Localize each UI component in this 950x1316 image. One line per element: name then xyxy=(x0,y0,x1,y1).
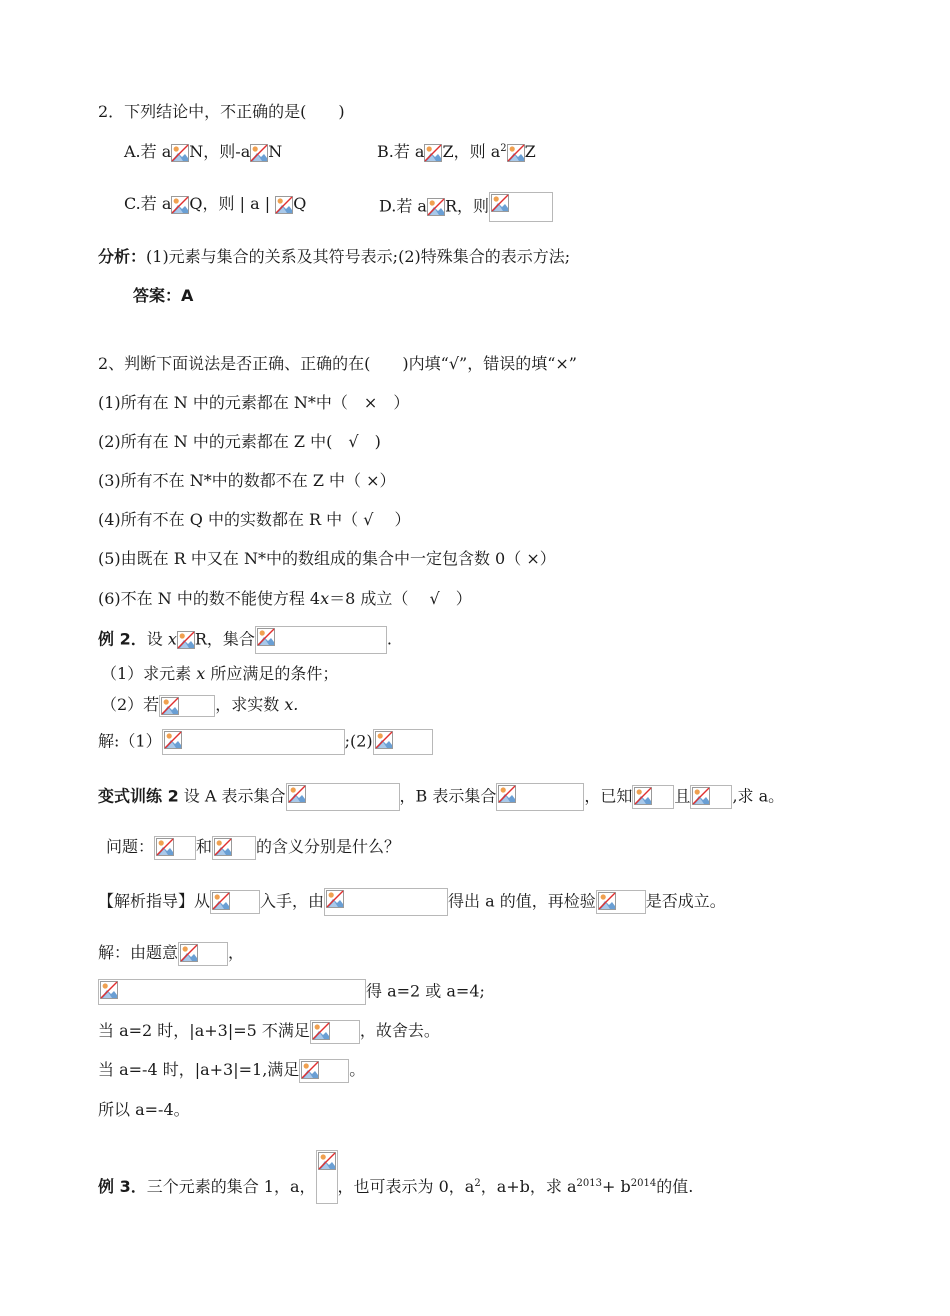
solution-line-5: 所以 a=-4。 xyxy=(98,1100,190,1119)
ex2-q2-text: （2）若 xyxy=(101,695,160,714)
broken-image-icon xyxy=(212,892,230,910)
ex3-sup1: 2 xyxy=(474,1178,481,1189)
judge-title: 2、判断下面说法是否正确、正确的在( )内填“√”，错误的填“×” xyxy=(98,354,577,373)
ex2-text1: 设 xyxy=(146,629,168,649)
ex3-sup2: 2013 xyxy=(576,1178,602,1189)
formula-image xyxy=(489,192,553,222)
formula-image xyxy=(98,979,366,1005)
analysis xyxy=(98,245,570,269)
q2-d-text: D.若 a xyxy=(379,196,427,216)
solution-line-2 xyxy=(98,979,485,1003)
solution-text3: 当 a=2 时，|a+3|=5 不满足 xyxy=(98,1021,310,1040)
ex3-text5: 的值. xyxy=(656,1177,694,1196)
question-line xyxy=(106,835,400,859)
broken-image-icon xyxy=(180,944,198,962)
broken-image-icon xyxy=(275,196,293,214)
judge-item-2: (2)所有在 N 中的元素都在 Z 中( √ ) xyxy=(98,432,381,451)
judge-item-6-post: ＝8 成立（ √ ） xyxy=(329,589,472,608)
formula-image xyxy=(310,1020,360,1044)
broken-image-icon xyxy=(326,890,344,908)
broken-image-icon xyxy=(156,838,174,856)
guide-text3: 得出 a 的值，再检验 xyxy=(448,891,596,911)
formula-image xyxy=(286,783,400,811)
formula-image xyxy=(632,785,674,809)
broken-image-icon xyxy=(288,785,306,803)
guide-text4: 是否成立。 xyxy=(645,891,726,911)
ex2-q1-text: （1）求元素 xyxy=(101,664,197,683)
ex2-q2-var: x. xyxy=(284,695,299,714)
answer: 答案：A xyxy=(133,286,194,305)
ex2-text2: R，集合 xyxy=(194,629,255,649)
guide-line xyxy=(98,888,726,912)
ex3-label: 例 3． xyxy=(98,1177,147,1196)
broken-image-icon xyxy=(100,981,118,999)
variant-text5: ,求 a。 xyxy=(732,786,785,806)
ex2-q1 xyxy=(101,662,338,686)
ex2-q1-post: 所应满足的条件； xyxy=(205,664,339,683)
ex3-text1: 三个元素的集合 1，a， xyxy=(146,1177,316,1196)
ex2-sol-mid: ;(2) xyxy=(344,731,373,751)
q2-a-text3: N xyxy=(268,142,283,161)
formula-image xyxy=(496,783,584,811)
q2-a-text2: N，则-a xyxy=(189,142,251,161)
solution-text4-post: 。 xyxy=(349,1060,366,1079)
variant-text3: ，已知 xyxy=(584,786,633,806)
ex3-text2: ，也可表示为 0，a xyxy=(337,1177,475,1196)
broken-image-icon xyxy=(214,838,232,856)
formula-image xyxy=(212,836,256,860)
question-text1: 问题： xyxy=(106,837,155,856)
q2-option-c xyxy=(124,192,306,216)
q2-b-text: B.若 a xyxy=(377,142,425,161)
solution-line-3 xyxy=(98,1019,440,1043)
judge-item-6-text: (6)不在 N 中的数不能使方程 4 xyxy=(98,589,321,608)
variant-label: 变式训练 2 xyxy=(98,786,179,806)
q2-option-a xyxy=(124,140,282,164)
q2-b-text3: Z xyxy=(524,142,536,161)
judge-item-6-var: x xyxy=(320,589,330,608)
q2-b-text2: Z，则 a xyxy=(442,142,501,161)
formula-image xyxy=(154,836,196,860)
q2-d-text2: R，则 xyxy=(444,196,490,216)
guide-text2: 入手，由 xyxy=(260,891,325,911)
q2-c-text2: Q，则 | a | xyxy=(189,194,276,213)
formula-image xyxy=(255,626,387,654)
ex2-text3: . xyxy=(386,629,392,649)
broken-image-icon xyxy=(427,198,445,216)
q2-c-text3: Q xyxy=(293,194,307,213)
formula-image xyxy=(178,942,228,966)
judge-item-1: (1)所有在 N 中的元素都在 N*中（ × ） xyxy=(98,393,410,412)
solution-line-4 xyxy=(98,1058,365,1082)
broken-image-icon xyxy=(301,1061,319,1079)
broken-image-icon xyxy=(318,1152,336,1170)
broken-image-icon xyxy=(250,144,268,162)
formula-image xyxy=(690,785,732,809)
variant-text1: 设 A 表示集合 xyxy=(178,786,286,806)
analysis-text: (1)元素与集合的关系及其符号表示;(2)特殊集合的表示方法; xyxy=(146,247,571,266)
solution-text4: 当 a=-4 时，|a+3|=1,满足 xyxy=(98,1060,300,1079)
solution-text2: 得 a=2 或 a=4; xyxy=(366,981,485,1001)
formula-image xyxy=(159,695,215,717)
variant-statement xyxy=(98,783,784,807)
ex3-text3: ，a+b，求 a xyxy=(480,1177,577,1196)
formula-image xyxy=(210,890,260,914)
q2-title: 2．下列结论中，不正确的是( ) xyxy=(98,102,345,121)
broken-image-icon xyxy=(161,697,179,715)
q2-option-b xyxy=(377,140,536,164)
solution-text1-end: ， xyxy=(228,943,245,962)
formula-image xyxy=(596,890,646,914)
broken-image-icon xyxy=(507,144,525,162)
question-text2: 和 xyxy=(196,837,213,856)
q2-option-d xyxy=(379,192,553,216)
broken-image-icon xyxy=(177,631,195,649)
ex2-q2-post: ，求实数 xyxy=(215,695,285,714)
analysis-label: 分析： xyxy=(98,247,147,266)
q2-b-sup: 2 xyxy=(500,143,507,154)
guide-text1: 【解析指导】从 xyxy=(98,891,211,911)
broken-image-icon xyxy=(375,731,393,749)
formula-image xyxy=(373,729,433,755)
broken-image-icon xyxy=(312,1022,330,1040)
ex3-text4: + b xyxy=(602,1177,631,1196)
q2-c-text: C.若 a xyxy=(124,194,172,213)
variant-text4: 且 xyxy=(674,786,691,806)
judge-item-5: (5)由既在 R 中又在 N*中的数组成的集合中一定包含数 0（ ×） xyxy=(98,549,556,568)
solution-line-1 xyxy=(98,941,244,965)
q2-a-text: A.若 a xyxy=(124,142,172,161)
broken-image-icon xyxy=(598,892,616,910)
variant-text2: ，B 表示集合 xyxy=(399,786,497,806)
ex3-statement xyxy=(98,1150,694,1196)
judge-item-6 xyxy=(98,587,472,611)
broken-image-icon xyxy=(171,196,189,214)
broken-image-icon xyxy=(498,785,516,803)
judge-item-4: (4)所有不在 Q 中的实数都在 R 中（ √ ） xyxy=(98,510,411,529)
formula-image xyxy=(316,1150,338,1204)
broken-image-icon xyxy=(634,787,652,805)
ex2-var: x xyxy=(167,629,177,649)
solution-text3-post: ，故舍去。 xyxy=(359,1021,440,1040)
ex2-q1-var: x xyxy=(196,664,206,683)
broken-image-icon xyxy=(424,144,442,162)
formula-image xyxy=(162,729,345,755)
broken-image-icon xyxy=(171,144,189,162)
ex2-statement xyxy=(98,626,392,650)
ex2-q2 xyxy=(101,693,298,717)
ex2-sol-text: 解:（1） xyxy=(98,731,162,751)
question-text3: 的含义分别是什么？ xyxy=(256,837,401,856)
formula-image xyxy=(299,1059,349,1083)
broken-image-icon xyxy=(257,628,275,646)
formula-image xyxy=(324,888,448,916)
broken-image-icon xyxy=(164,731,182,749)
broken-image-icon xyxy=(692,787,710,805)
ex2-solution xyxy=(98,729,433,753)
judge-item-3: (3)所有不在 N*中的数都不在 Z 中（ ×） xyxy=(98,471,396,490)
ex3-sup3: 2014 xyxy=(630,1178,657,1189)
solution-text1: 解：由题意 xyxy=(98,943,179,962)
broken-image-icon xyxy=(491,194,509,212)
ex2-label: 例 2． xyxy=(98,629,147,649)
